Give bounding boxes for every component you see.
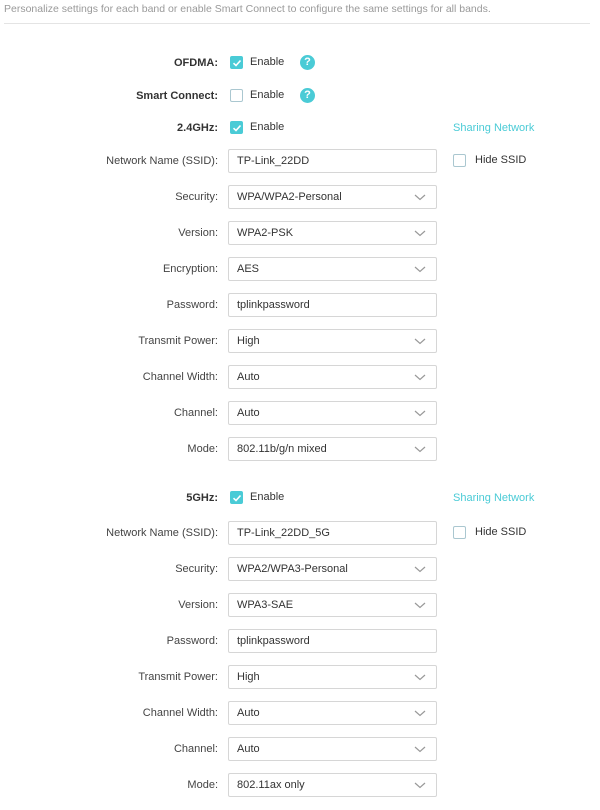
checkbox-checked-icon[interactable] [230, 56, 243, 69]
band-24-security-value: WPA/WPA2-Personal [237, 191, 342, 203]
band-24-transmit-power-value: High [237, 335, 260, 347]
chevron-down-icon [414, 407, 426, 419]
band-24-version-label: Version: [178, 227, 218, 239]
band-5-version-select[interactable] [228, 593, 437, 617]
band-24-encryption-value: AES [237, 263, 260, 275]
band-5-channel-width-label: Channel Width: [142, 707, 218, 719]
band-5-ssid-label: Network Name (SSID): [106, 527, 218, 539]
band-5-version-label: Version: [178, 599, 218, 611]
band-24-security-label: Security: [175, 191, 218, 203]
band-24-version-value: WPA2-PSK [237, 227, 294, 239]
band-24-ssid-input[interactable] [228, 149, 437, 173]
chevron-down-icon [414, 671, 426, 683]
band-24-version-select[interactable] [228, 221, 437, 245]
chevron-down-icon [414, 707, 426, 719]
chevron-down-icon [414, 443, 426, 455]
smart-connect-label: Smart Connect: [136, 90, 218, 102]
help-icon[interactable]: ? [300, 88, 315, 103]
band-5-password-value: tplinkpassword [237, 635, 310, 647]
band-24-enable-label: Enable [250, 121, 285, 133]
chevron-down-icon [414, 563, 426, 575]
band-24-password-value: tplinkpassword [237, 299, 310, 311]
band-24-ssid-value: TP-Link_22DD [237, 155, 310, 167]
band-24-channel-width-value: Auto [237, 371, 260, 383]
band-5-label: 5GHz: [186, 492, 218, 504]
checkbox-unchecked-icon[interactable] [230, 89, 243, 102]
band-5-password-input[interactable] [228, 629, 437, 653]
band-24-channel-select[interactable] [228, 401, 437, 425]
band-24-mode-label: Mode: [187, 443, 218, 455]
band-24-encryption-label: Encryption: [162, 263, 218, 275]
band-24-ssid-label: Network Name (SSID): [106, 155, 218, 167]
chevron-down-icon [414, 743, 426, 755]
band-24-channel-width-label: Channel Width: [142, 371, 218, 383]
band-24-transmit-power-select[interactable] [228, 329, 437, 353]
band-24-password-input[interactable] [228, 293, 437, 317]
band-5-mode-select[interactable] [228, 773, 437, 797]
chevron-down-icon [414, 335, 426, 347]
band-5-security-select[interactable] [228, 557, 437, 581]
checkbox-unchecked-icon[interactable] [453, 526, 466, 539]
band-5-security-label: Security: [175, 563, 218, 575]
band-24-password-label: Password: [166, 299, 218, 311]
band-24-mode-select[interactable] [228, 437, 437, 461]
band-5-transmit-power-value: High [237, 671, 260, 683]
checkbox-checked-icon[interactable] [230, 491, 243, 504]
band-5-transmit-power-label: Transmit Power: [138, 671, 218, 683]
band-5-enable-label: Enable [250, 491, 285, 503]
band-5-sharing-network-link[interactable]: Sharing Network [453, 492, 535, 504]
chevron-down-icon [414, 599, 426, 611]
band-5-mode-value: 802.11ax only [237, 779, 305, 791]
smart-connect-enable-label: Enable [250, 89, 285, 101]
chevron-down-icon [414, 371, 426, 383]
chevron-down-icon [414, 263, 426, 275]
band-5-channel-width-value: Auto [237, 707, 260, 719]
checkbox-checked-icon[interactable] [230, 121, 243, 134]
band-24-channel-width-select[interactable] [228, 365, 437, 389]
header-divider [4, 23, 590, 24]
band-5-security-value: WPA2/WPA3-Personal [237, 563, 348, 575]
chevron-down-icon [414, 779, 426, 791]
band-24-hide-ssid-label: Hide SSID [475, 154, 527, 166]
band-24-sharing-network-link[interactable]: Sharing Network [453, 122, 535, 134]
intro-text: Personalize settings for each band or enable Smart Connect to configure the same settings for all bands. [4, 3, 491, 15]
band-5-channel-value: Auto [237, 743, 260, 755]
band-24-label: 2.4GHz: [177, 122, 218, 134]
band-5-channel-label: Channel: [173, 743, 218, 755]
help-icon[interactable]: ? [300, 55, 315, 70]
chevron-down-icon [414, 227, 426, 239]
band-5-mode-label: Mode: [187, 779, 218, 791]
band-5-ssid-value: TP-Link_22DD_5G [237, 527, 330, 539]
band-5-version-value: WPA3-SAE [237, 599, 294, 611]
band-5-hide-ssid-label: Hide SSID [475, 526, 527, 538]
band-24-security-select[interactable] [228, 185, 437, 209]
band-24-mode-value: 802.11b/g/n mixed [237, 443, 327, 455]
band-5-password-label: Password: [166, 635, 218, 647]
ofdma-label: OFDMA: [174, 57, 218, 69]
band-24-channel-value: Auto [237, 407, 260, 419]
chevron-down-icon [414, 191, 426, 203]
band-5-channel-select[interactable] [228, 737, 437, 761]
ofdma-enable-label: Enable [250, 56, 285, 68]
checkbox-unchecked-icon[interactable] [453, 154, 466, 167]
band-5-transmit-power-select[interactable] [228, 665, 437, 689]
band-24-transmit-power-label: Transmit Power: [138, 335, 218, 347]
band-5-ssid-input[interactable] [228, 521, 437, 545]
band-24-channel-label: Channel: [173, 407, 218, 419]
band-5-channel-width-select[interactable] [228, 701, 437, 725]
band-24-encryption-select[interactable] [228, 257, 437, 281]
